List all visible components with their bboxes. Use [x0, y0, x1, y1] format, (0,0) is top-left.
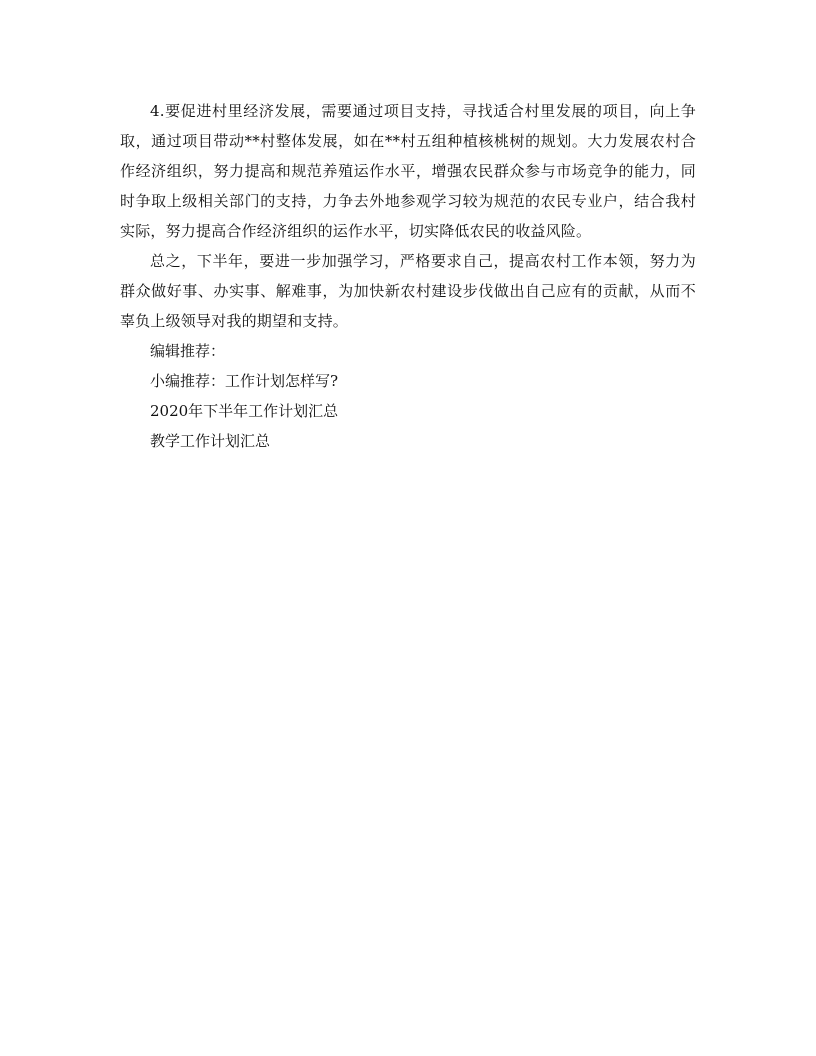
body-paragraph-economy: 4.要促进村里经济发展，需要通过项目支持，寻找适合村里发展的项目，向上争取，通过项目带动**村整体发展，如在**村五组种植核桃树的规划。大力发展农村合作经济组织，努力提高和规范养殖运作水平，增强农民群众参与市场竞争的能力，同时争取上级相关部门的支持，力争去外地参观学习较为规范的农民专业户，结合我村实际，努力提高合作经济组织的运作水平，切实降低农民的收益风险。 — [120, 102, 696, 240]
body-paragraph-summary: 总之，下半年，要进一步加强学习，严格要求自己，提高农村工作本领，努力为群众做好事、办实事、解难事，为加快新农村建设步伐做出自己应有的贡献，从而不辜负上级领导对我的期望和支持。 — [120, 252, 696, 330]
document-page — [120, 96, 696, 456]
recommend-item-2020-plan: 2020年下半年工作计划汇总 — [150, 402, 339, 420]
recommend-item-teaching-plan: 教学工作计划汇总 — [150, 432, 271, 450]
recommend-item-how-to-write: 小编推荐：工作计划怎样写? — [150, 372, 339, 390]
recommend-heading: 编辑推荐： — [150, 342, 226, 360]
